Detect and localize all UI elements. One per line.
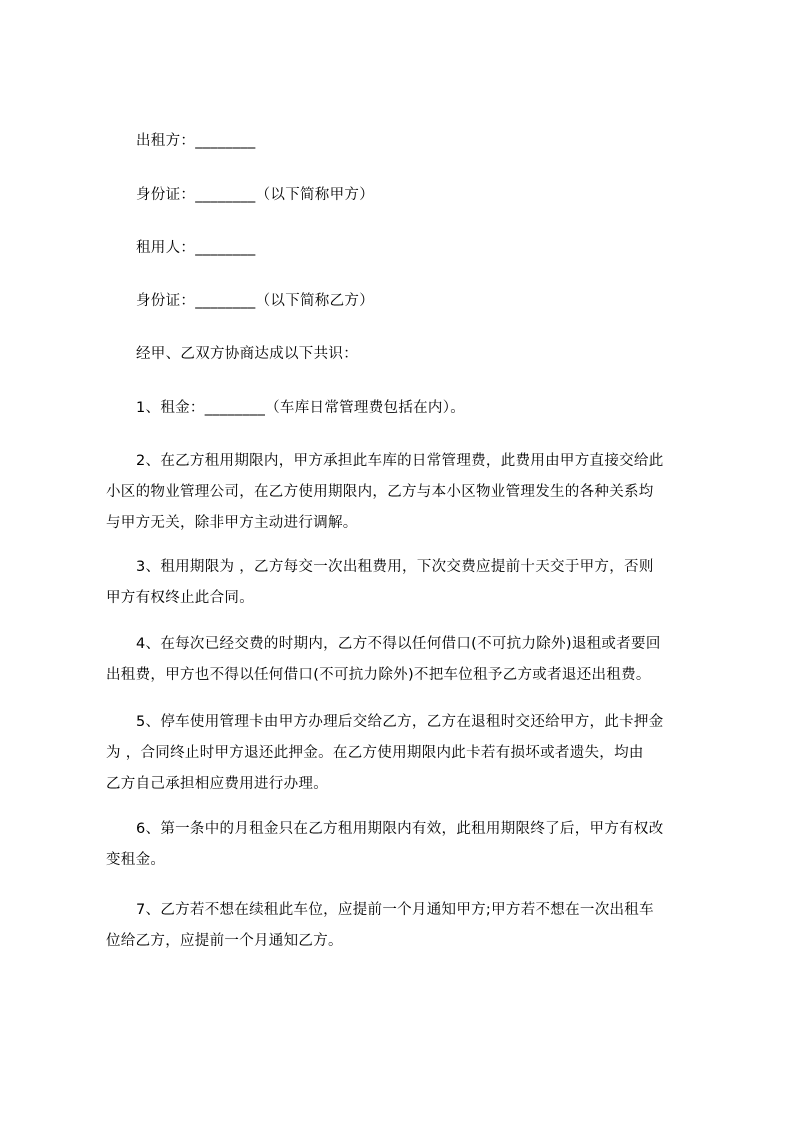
clause-2 <box>106 446 706 539</box>
lessee-id-field: 身份证：________（以下简称乙方） <box>136 293 374 309</box>
clause-2-line-3: 与甲方无关，除非甲方主动进行调解。 <box>106 515 358 531</box>
clause-1: 1、租金：________（车库日常管理费包括在内）。 <box>136 400 466 416</box>
clause-7-line-2: 位给乙方，应提前一个月通知乙方。 <box>106 933 343 949</box>
clause-5-line-1: 5、停车使用管理卡由甲方办理后交给乙方，乙方在退租时交还给甲方，此卡押金 <box>136 714 664 730</box>
agreement-intro: 经甲、乙双方协商达成以下共识： <box>136 346 358 362</box>
lessor-field: 出租方：________ <box>136 133 256 149</box>
clause-3-line-1: 3、租用期限为 ，乙方每交一次出租费用，下次交费应提前十天交于甲方，否则 <box>136 559 654 575</box>
clause-5-line-3: 乙方自己承担相应费用进行办理。 <box>106 776 328 792</box>
clause-2-line-2: 小区的物业管理公司，在乙方使用期限内，乙方与本小区物业管理发生的各种关系均 <box>106 484 654 500</box>
clause-5-line-2: 为 ，合同终止时甲方退还此押金。在乙方使用期限内此卡若有损坏或者遗失，均由 <box>106 745 644 761</box>
clause-7 <box>106 895 706 957</box>
lessor-id-field: 身份证：________（以下简称甲方） <box>136 187 374 203</box>
clause-2-line-1: 2、在乙方租用期限内，甲方承担此车库的日常管理费，此费用由甲方直接交给此 <box>136 453 664 469</box>
clause-4-line-1: 4、在每次已经交费的时期内，乙方不得以任何借口(不可抗力除外)退租或者要回 <box>136 636 661 652</box>
clause-3 <box>106 552 706 614</box>
clause-4 <box>106 629 706 691</box>
clause-6-line-1: 6、第一条中的月租金只在乙方租用期限内有效，此租用期限终了后，甲方有权改 <box>136 821 664 837</box>
clause-5 <box>106 707 706 800</box>
clause-6-line-2: 变租金。 <box>106 852 166 868</box>
clause-6 <box>106 814 706 876</box>
clause-3-line-2: 甲方有权终止此合同。 <box>106 590 254 606</box>
clause-4-line-2: 出租费，甲方也不得以任何借口(不可抗力除外)不把车位租予乙方或者退还出租费。 <box>106 667 651 683</box>
clause-7-line-1: 7、乙方若不想在续租此车位，应提前一个月通知甲方;甲方若不想在一次出租车 <box>136 902 654 918</box>
lessee-field: 租用人：________ <box>136 240 256 256</box>
